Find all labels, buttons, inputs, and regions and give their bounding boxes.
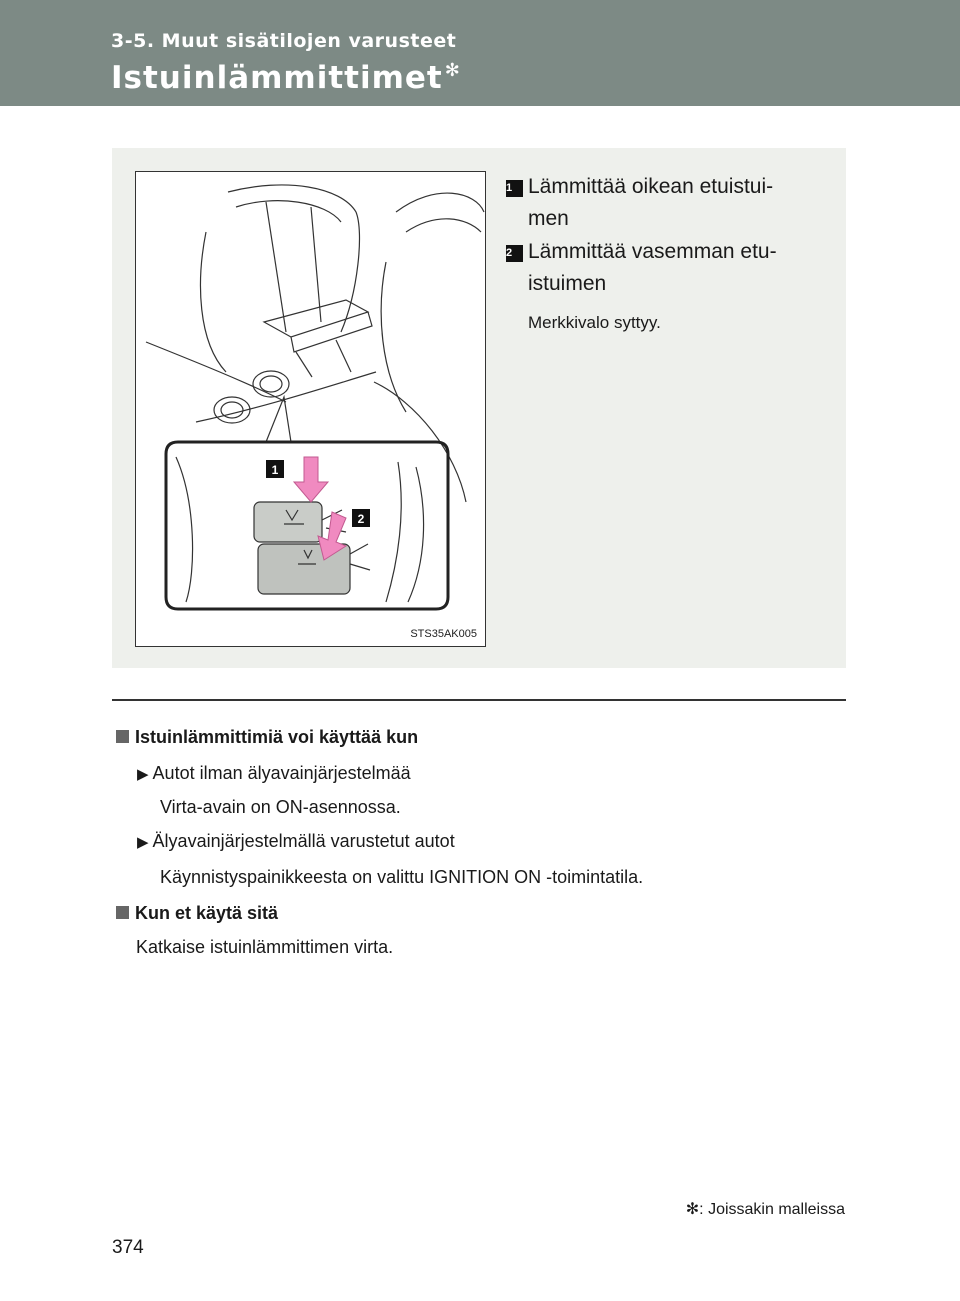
step-1 <box>506 171 812 235</box>
step-2-badge: 2 <box>506 245 523 262</box>
section-heading-off-text: Kun et käytä sitä <box>135 903 279 923</box>
step-1-badge: 1 <box>506 180 523 197</box>
step-2 <box>506 236 812 300</box>
page-number: 374 <box>112 1237 144 1258</box>
arrow-1-icon <box>294 457 328 502</box>
step-1-text-line1: Lämmittää oikean etuistui- <box>528 175 774 198</box>
section-title: 3-5. Muut sisätilojen varusteet <box>111 30 457 52</box>
section-heading-usage <box>116 727 418 748</box>
page-title-text: Istuinlämmittimet <box>111 60 443 96</box>
usage-item-2 <box>137 831 455 852</box>
usage-item-1-detail: Virta-avain on ON-asennossa. <box>160 797 401 817</box>
off-instruction: Katkaise istuinlämmittimen virta. <box>136 937 394 957</box>
step-2-text-line2: istuimen <box>528 272 607 295</box>
usage-item-1-label: Autot ilman älyavainjärjestelmää <box>152 763 411 783</box>
step-2-text-line1: Lämmittää vasemman etu- <box>528 240 777 263</box>
square-bullet-icon <box>116 906 129 919</box>
section-divider <box>112 699 846 701</box>
triangle-bullet-icon: ▶ <box>137 766 149 783</box>
usage-item-2-detail: Käynnistyspainikkeesta on valittu IGNITION ON -toimintatila. <box>160 867 644 887</box>
seat-line-art <box>146 185 484 609</box>
section-heading-usage-text: Istuinlämmittimiä voi käyttää kun <box>135 727 419 747</box>
callout-2-label: 2 <box>357 512 365 526</box>
figure-code: STS35AK005 <box>410 628 477 640</box>
page-title <box>111 60 461 96</box>
usage-item-1 <box>137 763 411 784</box>
seat-heater-illustration <box>135 171 486 647</box>
callout-1-label: 1 <box>271 463 279 477</box>
model-note-mark: ✻ <box>444 60 461 81</box>
indicator-note: Merkkivalo syttyy. <box>528 313 661 332</box>
usage-item-2-label: Älyavainjärjestelmällä varustetut autot <box>152 831 455 851</box>
step-1-text-line2: men <box>528 207 569 230</box>
footnote: ✻: Joissakin malleissa <box>685 1201 845 1218</box>
page-header <box>0 0 960 106</box>
triangle-bullet-icon: ▶ <box>137 834 149 851</box>
seat-heater-drawing <box>136 172 485 646</box>
section-heading-off <box>116 903 278 924</box>
square-bullet-icon <box>116 730 129 743</box>
